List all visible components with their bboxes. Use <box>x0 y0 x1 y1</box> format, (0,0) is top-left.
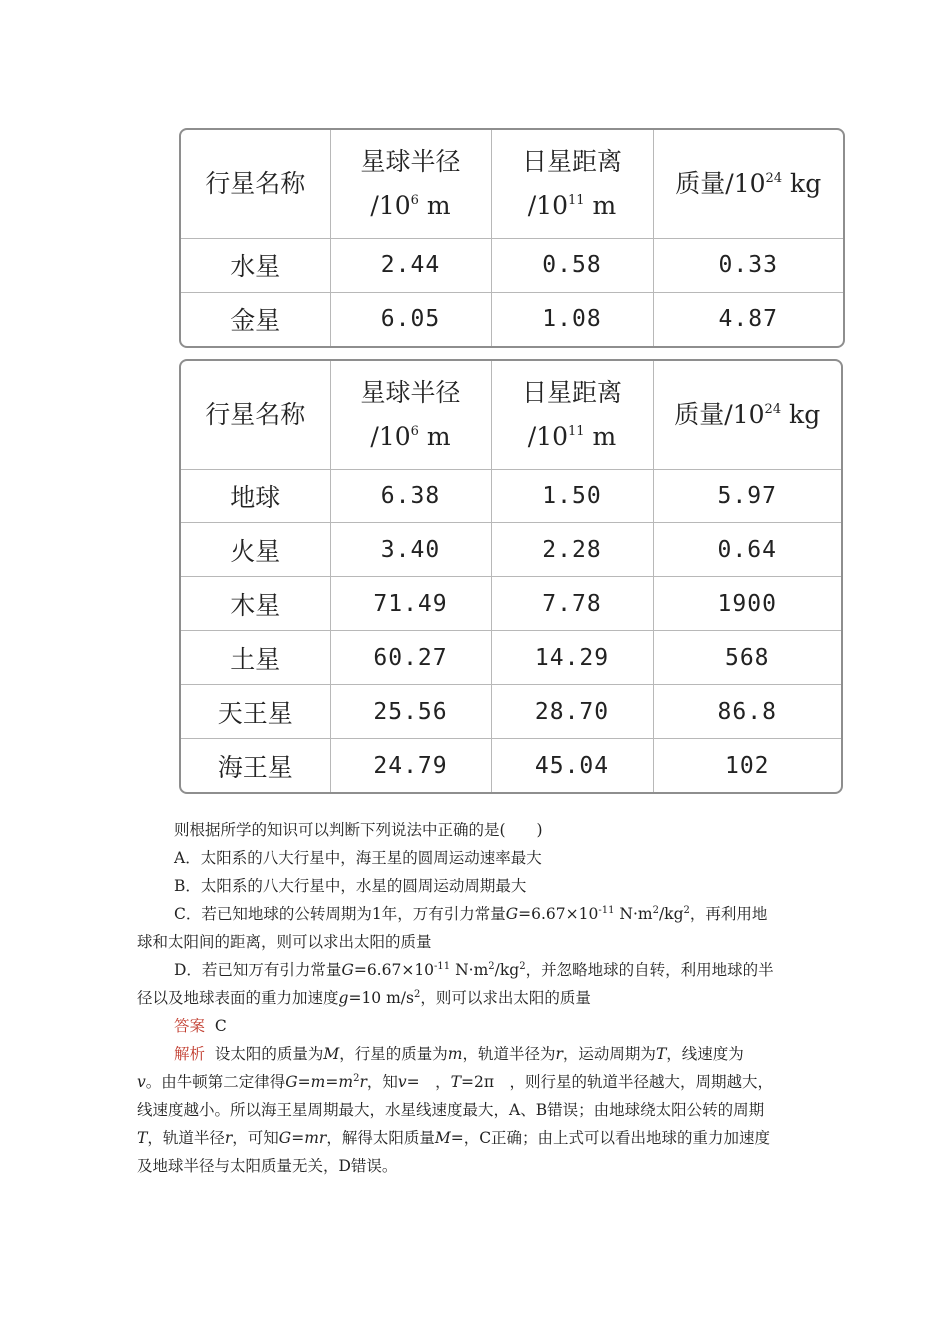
planet-distance: 0.58 <box>491 238 653 292</box>
planet-mass: 1900 <box>653 577 841 631</box>
table-row <box>181 739 841 792</box>
planet-mass: 86.8 <box>653 685 841 739</box>
planet-mass: 0.64 <box>653 523 841 577</box>
table-header-row <box>181 361 841 469</box>
table-header-row <box>181 130 843 238</box>
analysis-line-5: 及地球半径与太阳质量无关，D错误。 <box>137 1157 398 1175</box>
option-d: D．若已知万有引力常量$G=6.67\times 10^{-11}$ $N\cdot m^2/kg^2$，并忽略地球的自转，利用地球的半 <box>174 961 774 979</box>
question-stem: 则根据所学的知识可以判断下列说法中正确的是( ) <box>174 821 543 839</box>
planet-radius: 2.44 <box>330 238 491 292</box>
planet-name: 火星 <box>181 523 330 577</box>
planet-name: 木星 <box>181 577 330 631</box>
planet-radius: 3.40 <box>330 523 491 577</box>
question-block <box>137 816 827 1180</box>
planet-name: 土星 <box>181 631 330 685</box>
option-a: A．太阳系的八大行星中，海王星的圆周运动速率最大 <box>174 849 542 867</box>
option-c-cont: 球和太阳间的距离，则可以求出太阳的质量 <box>137 933 432 951</box>
answer-label: 答案 <box>174 1017 206 1035</box>
planet-distance: 1.50 <box>491 469 653 523</box>
planet-name: 水星 <box>181 238 330 292</box>
planet-table-2 <box>179 359 843 794</box>
planet-mass: 4.87 <box>653 292 843 346</box>
planet-mass: 102 <box>653 739 841 792</box>
planet-mass: 5.97 <box>653 469 841 523</box>
analysis-label: 解析 <box>174 1045 206 1063</box>
table-row <box>181 577 841 631</box>
table-row <box>181 238 843 292</box>
planet-distance: 7.78 <box>491 577 653 631</box>
planet-distance: 45.04 <box>491 739 653 792</box>
planet-table-1 <box>179 128 845 348</box>
planet-radius: 60.27 <box>330 631 491 685</box>
header-planet-name: 行星名称 <box>181 361 330 469</box>
planet-name: 天王星 <box>181 685 330 739</box>
planet-radius: 6.38 <box>330 469 491 523</box>
planet-distance: 28.70 <box>491 685 653 739</box>
planet-radius: 6.05 <box>330 292 491 346</box>
header-sun-distance: 日星距离 $/10^{11}$ m <box>491 361 653 469</box>
table-row <box>181 523 841 577</box>
planet-distance: 2.28 <box>491 523 653 577</box>
option-b: B．太阳系的八大行星中，水星的圆周运动周期最大 <box>174 877 527 895</box>
header-planet-name: 行星名称 <box>181 130 330 238</box>
analysis-line-2: v。由牛顿第二定律得$G=m=m^2r$，知v= ，T=2π ，则行星的轨道半径越大，周期越大， <box>137 1073 774 1091</box>
planet-radius: 24.79 <box>330 739 491 792</box>
answer-value: C <box>214 1017 227 1035</box>
planet-name: 金星 <box>181 292 330 346</box>
table-row <box>181 469 841 523</box>
table-row <box>181 292 843 346</box>
analysis-line-1: 解析 设太阳的质量为M，行星的质量为m，轨道半径为r，运动周期为T，线速度为 <box>174 1045 744 1063</box>
planet-radius: 25.56 <box>330 685 491 739</box>
analysis-line-4: T，轨道半径r，可知G=mr，解得太阳质量M=，C正确；由上式可以看出地球的重力加速度 <box>137 1129 771 1147</box>
planet-distance: 14.29 <box>491 631 653 685</box>
header-mass: 质量$/10^{24}$ kg <box>653 130 843 238</box>
planet-mass: 0.33 <box>653 238 843 292</box>
option-c: C．若已知地球的公转周期为1年，万有引力常量$G=6.67\times 10^{-11}$ $N\cdot m^2/kg^2$，再利用地 <box>174 905 768 923</box>
header-sun-distance: 日星距离 $/10^{11}$ m <box>491 130 653 238</box>
planet-mass: 568 <box>653 631 841 685</box>
planet-distance: 1.08 <box>491 292 653 346</box>
planet-name: 地球 <box>181 469 330 523</box>
header-mass: 质量$/10^{24}$ kg <box>653 361 841 469</box>
planet-radius: 71.49 <box>330 577 491 631</box>
answer-line <box>137 1012 827 1040</box>
header-radius: 星球半径 $/10^6$ m <box>330 130 491 238</box>
table-row <box>181 631 841 685</box>
analysis-line-3: 线速度越小。所以海王星周期最大，水星线速度最大，A、B错误；由地球绕太阳公转的周期 <box>137 1101 765 1119</box>
header-radius: 星球半径 $/10^6$ m <box>330 361 491 469</box>
option-d-cont: 径以及地球表面的重力加速度g=10 $m/s^2$，则可以求出太阳的质量 <box>137 989 591 1007</box>
table-row <box>181 685 841 739</box>
planet-name: 海王星 <box>181 739 330 792</box>
